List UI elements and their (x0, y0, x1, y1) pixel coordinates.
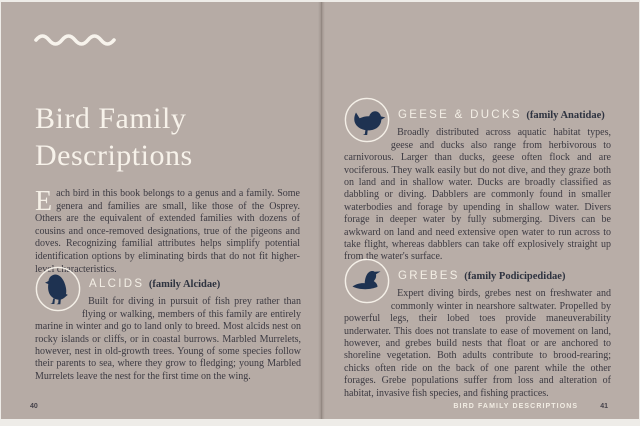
grebes-body-text: Expert diving birds, grebes nest on freshwater and commonly winter in nearshore saltwater. Propelled by powerful legs, their lobed toes provide maneuverability underwater. This does not translate to ease of movement on land, however, and grebes build nests that float or are anchored to shoreline vegetation. Both adults contribute to brood-rearing; chicks often ride on the back of one parent while the other forages. Grebe populations suffer from loss and alteration of habitat, invasive fish species, and fishing practices. (344, 288, 611, 399)
alcids-name: ALCIDS (89, 278, 145, 290)
wavy-line-ornament-icon (34, 31, 118, 47)
grebes-latin-family: (family Podicipedidae) (464, 271, 566, 282)
drop-cap: E (35, 186, 53, 217)
intro-paragraph (35, 188, 300, 276)
right-page (320, 2, 639, 419)
grebe-bird-icon (344, 258, 390, 304)
page-title (35, 100, 193, 174)
geese-ducks-name: GEESE & DUCKS (398, 109, 522, 121)
section-geese-ducks (344, 97, 611, 264)
alcids-latin-family: (family Alcidae) (148, 279, 221, 290)
section-grebes (344, 258, 611, 400)
geese-ducks-body-text: Broadly distributed across aquatic habitat types, geese and ducks also range from herbivorous to carnivorous. Larger than ducks, geese often flock and are vociferous. They walk easily but do not dive, and they graze both on land and in shallow water. Ducks are broadly classified as dabbling or diving. Dabblers are commonly found in smaller waterbodies and forage by upending in shallow water. Divers forage in deeper water by fully submerging. Divers can be awkward on land and need extensive open water to run across to take flight, whereas dabblers can take off explosively straight up from the water's surface. (344, 127, 611, 263)
intro-text: ach bird in this book belongs to a genus and a family. Some genera and families are small, like those of the Osprey. Others are the equivalent of extended families with dozens of cousins and once-removed designations, true of the pigeons and doves. Recognizing familial attributes helps simplify potential identification options by eliminating birds that do not fit higher-level characteristics. (35, 188, 300, 275)
running-header-label: BIRD FAMILY DESCRIPTIONS (453, 403, 579, 410)
page-number-left: 40 (30, 403, 38, 410)
alcids-body-text: Built for diving in pursuit of fish prey rather than flying or walking, members of this family are entirely marine in winter and go to land only to breed. Most alcids nest on rocky islands or cliffs, or in coastal burrows. Marbled Murrelets, however, nest in old-growth trees. Young of some species follow their parents to sea, where they grow to fledging; young Marbled Murrelets leave the nest for the first time on the wing. (35, 296, 301, 382)
page-title-line2: Descriptions (35, 139, 193, 172)
section-alcids (35, 266, 301, 383)
page-number-right: 41 (600, 403, 608, 410)
grebes-name: GREBES (398, 270, 460, 282)
page-title-line1: Bird Family (35, 102, 187, 135)
duck-bird-icon (344, 97, 390, 143)
right-page-footer (453, 403, 608, 410)
geese-ducks-latin-family: (family Anatidae) (526, 110, 605, 121)
left-page (1, 2, 320, 419)
book-spread (1, 2, 639, 419)
alcid-bird-icon (35, 266, 81, 312)
